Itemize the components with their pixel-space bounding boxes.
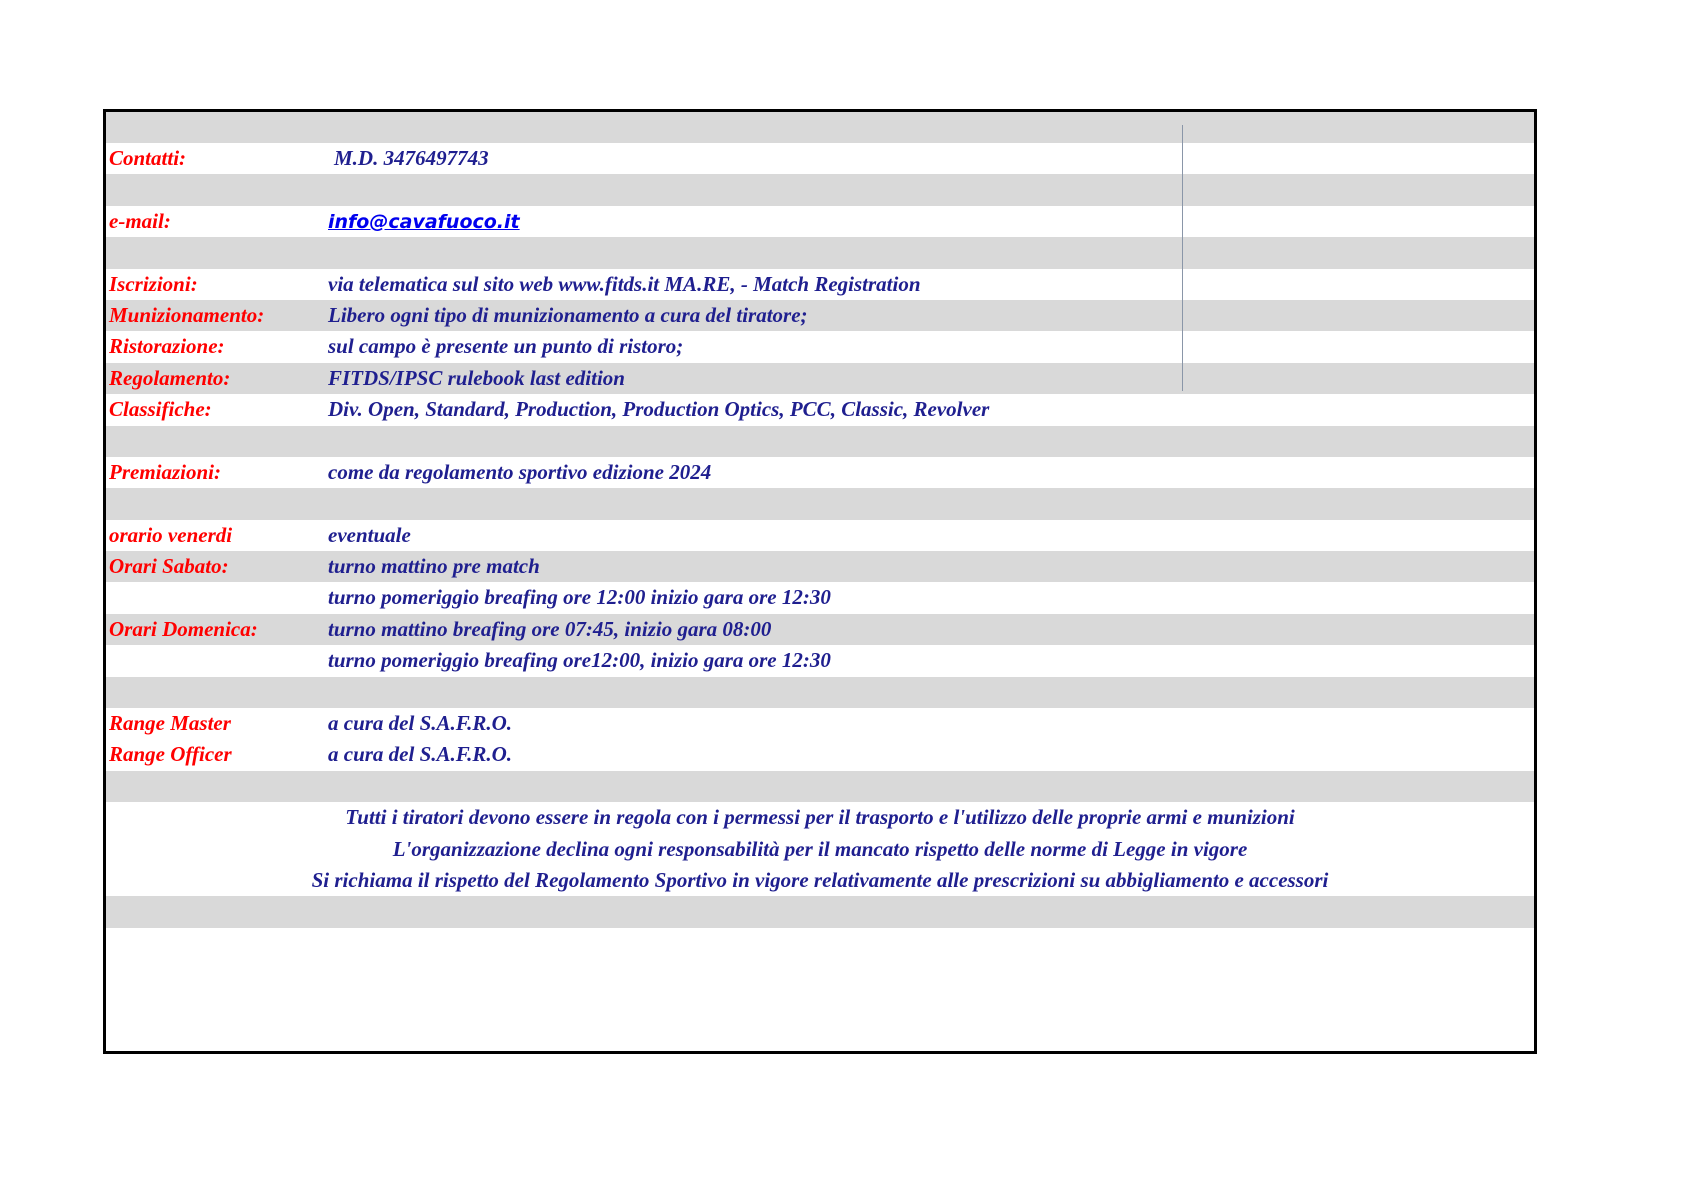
row-range-officer — [106, 739, 1534, 770]
row-contatti — [106, 143, 1534, 174]
label-orari-domenica: Orari Domenica: — [109, 616, 258, 641]
value-orario-venerdi: eventuale — [328, 522, 411, 547]
label-orari-sabato: Orari Sabato: — [109, 554, 229, 579]
value-regolamento: FITDS/IPSC rulebook last edition — [328, 365, 625, 390]
value-ristorazione: sul campo è presente un punto di ristoro; — [328, 334, 684, 359]
row-munizionamento — [106, 300, 1534, 331]
value-range-officer: a cura del S.A.F.R.O. — [328, 742, 512, 767]
value-orari-domenica: turno mattino breafing ore 07:45, inizio gara 08:00 — [328, 616, 772, 641]
note-row-1 — [106, 802, 1534, 833]
label-premiazioni: Premiazioni: — [109, 459, 222, 484]
spacer-row — [106, 771, 1534, 802]
spacer-row — [106, 488, 1534, 519]
note-regulation: Si richiama il rispetto del Regolamento Sportivo in vigore relativamente alle prescrizioni su abbigliamento e accessori — [311, 867, 1329, 892]
label-orario-venerdi: orario venerdi — [109, 522, 233, 547]
row-domenica-pomeriggio — [106, 645, 1534, 676]
spacer-row — [106, 237, 1534, 268]
label-munizionamento: Munizionamento: — [109, 302, 265, 327]
value-domenica-pomeriggio: turno pomeriggio breafing ore12:00, inizio gara ore 12:30 — [328, 648, 831, 673]
spacer-row — [106, 426, 1534, 457]
value-premiazioni: come da regolamento sportivo edizione 2024 — [328, 459, 712, 484]
row-orari-sabato — [106, 551, 1534, 582]
spacer-row — [106, 677, 1534, 708]
spacer-row — [106, 112, 1534, 143]
label-email: e-mail: — [109, 208, 171, 233]
label-contatti: Contatti: — [109, 146, 187, 170]
value-contatti: M.D. 3476497743 — [334, 146, 489, 170]
label-ristorazione: Ristorazione: — [109, 334, 225, 359]
note-liability: L'organizzazione declina ogni responsabilità per il mancato rispetto delle norme di Legge in vigore — [392, 836, 1248, 861]
row-regolamento — [106, 363, 1534, 394]
note-row-2 — [106, 834, 1534, 865]
row-email — [106, 206, 1534, 237]
value-classifiche: Div. Open, Standard, Production, Production Optics, PCC, Classic, Revolver — [328, 397, 990, 422]
value-munizionamento: Libero ogni tipo di munizionamento a cura del tiratore; — [328, 302, 808, 327]
row-orari-domenica — [106, 614, 1534, 645]
row-ristorazione — [106, 331, 1534, 362]
spacer-row — [106, 174, 1534, 205]
rows — [106, 143, 1534, 928]
note-transport: Tutti i tiratori devono essere in regola con i permessi per il trasporto e l'utilizzo delle proprie armi e munizioni — [345, 805, 1295, 830]
value-iscrizioni: via telematica sul sito web www.fitds.it MA.RE, - Match Registration — [328, 271, 921, 296]
label-range-officer: Range Officer — [109, 742, 232, 767]
row-classifiche — [106, 394, 1534, 425]
column-divider — [1182, 125, 1183, 391]
label-iscrizioni: Iscrizioni: — [109, 271, 198, 296]
email-link[interactable]: info@cavafuoco.it — [328, 210, 520, 233]
note-row-3 — [106, 865, 1534, 896]
label-range-master: Range Master — [109, 711, 231, 736]
value-orari-sabato: turno mattino pre match — [328, 554, 540, 579]
label-classifiche: Classifiche: — [109, 397, 212, 422]
label-regolamento: Regolamento: — [109, 365, 231, 390]
value-range-master: a cura del S.A.F.R.O. — [328, 711, 512, 736]
row-orario-venerdi — [106, 520, 1534, 551]
row-premiazioni — [106, 457, 1534, 488]
spacer-row — [106, 896, 1534, 927]
value-sabato-pomeriggio: turno pomeriggio breafing ore 12:00 inizio gara ore 12:30 — [328, 585, 831, 610]
row-sabato-pomeriggio — [106, 582, 1534, 613]
row-iscrizioni — [106, 269, 1534, 300]
value-email — [328, 208, 520, 235]
info-sheet — [103, 109, 1537, 1054]
row-range-master — [106, 708, 1534, 739]
